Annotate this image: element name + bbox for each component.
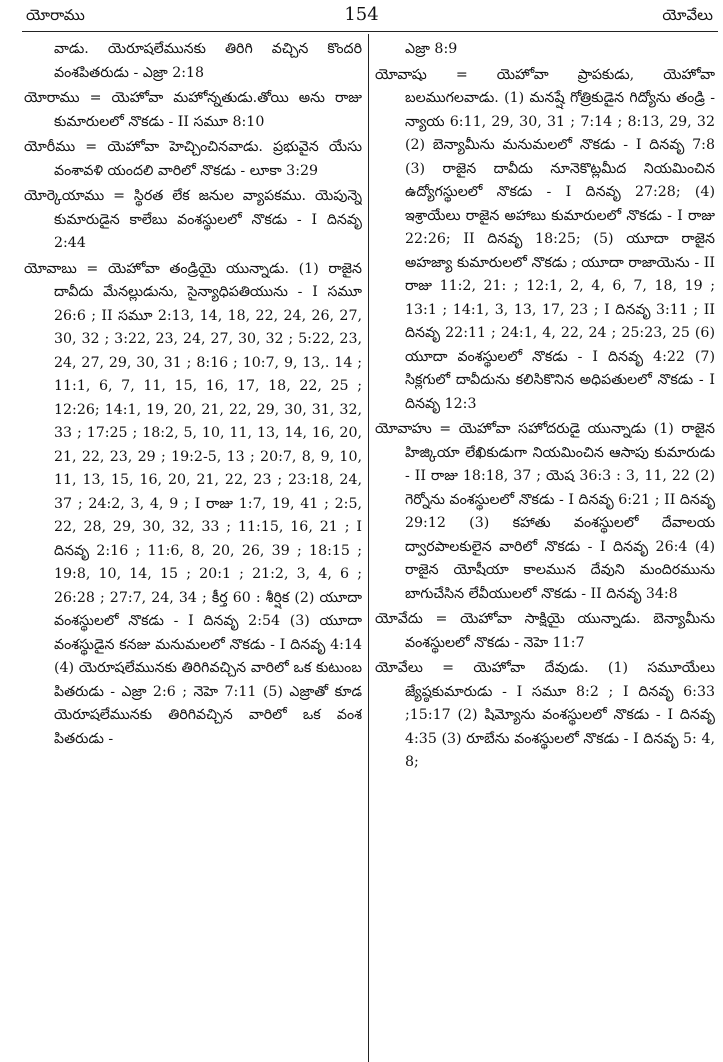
dictionary-entry: యోవేలు = యెహోవా దేవుడు. (1) సమూయేలు జ్యేష్ఠకుమారుడు - I సమూ 8:2 ; I దినవృ 6:33 ;15:17 (2) షిమ్యోను వంశస్థులలో నొకడు - I దినవృ 4:35 (3) రూబేను వంశస్థులలో నొకడు - I దినవృ 5: 4, 8;: [375, 660, 715, 770]
dictionary-entry: యోవాబు = యెహోవా తండ్రియై యున్నాడు. (1) రాజైన దావీదు మేనల్లుడును, సైన్యాధిపతియును - I సమూ 26:6 ; II సమూ 2:13, 14, 18, 22, 24, 26, 27, 30, 32 ; 3:22, 23, 24, 27, 30, 32 ; 5:22, 23, 24, 27, 29, 30, 31 ; 8:16 ; 10:7, 9, 13,. 14 ; 11:1, 6, 7, 11, 15, 16, 17, 18, 22, 25 ; 12:26; 14:1, 19, 20, 21, 22, 29, 30, 31, 32, 33 ; 17:25 ; 18:2, 5, 10, 11, 13, 14, 16, 20, 21, 22, 23, 29 ; 19:2-5, 13 ; 20:7, 8, 9, 10, 11, 13, 15, 16, 20, 21, 22, 23 ; 23:18, 24, 37 ; 24:2, 3, 4, 9 ; I రాజు 1:7, 19, 41 ; 2:5, 22, 28, 29, 30, 32, 33 ; 11:15, 16, 21 ; I దినవృ 2:16 ; 11:6, 8, 20, 26, 39 ; 18:15 ; 19:8, 10, 14, 15 ; 20:1 ; 21:2, 3, 4, 6 ; 26:28 ; 27:7, 24, 34 ; కీర్త 60 : శీర్షిక (2) యూదా వంశస్థులలో నొకడు - I దినవృ 2:54 (3) యూదా వంశస్థుడైన కనజు మనుమలలో నొకడు - I దినవృ 4:14 (4) యెరూషలేమునకు తిరిగివచ్చిన వారిలో ఒక కుటుంబ పితరుడు - ఎజ్రా 2:6 ; నెహె 7:11 (5) ఎజ్రాతో కూడ యెరూషలేమునకు తిరిగివచ్చిన వారిలో ఒక వంశ పితరుడు -: [24, 260, 362, 747]
page-number: 154: [344, 4, 379, 25]
dictionary-entry: యోవాహు = యెహోవా సహోదరుడై యున్నాడు (1) రాజైన హిజ్కియా లేఖికుడుగా నియమించిన ఆసాపు కుమారుడు - II రాజు 18:18, 37 ; యెష 36:3 : 3, 11, 22 (2) గెర్నోను వంశస్థులలో నొకడు - I దినవృ 6:21 ; II దినవృ 29:12 (3) కహాతు వంశస్థులలో దేవాలయ ద్వారపాలకులైన వారిలో నొకడు - I దినవృ 26:4 (4) రాజైన యోషీయా కాలమున దేవుని మందిరమును బాగుచేసిన లేవీయులలో నొకడు - II దినవృ 34:8: [375, 421, 715, 602]
running-head-right: యోవేలు: [662, 6, 713, 24]
page-header: [0, 0, 723, 30]
left-column: [24, 38, 362, 1058]
dictionary-entry: యోర్కెయాము = స్థిరత లేక జనుల వ్యాపకము. యెపున్నె కుమారుడైన కాలేబు వంశస్థులలో నొకడు - I దినవృ 2:44: [24, 188, 362, 251]
dictionary-entry: ఎజ్రా 8:9: [405, 41, 458, 57]
column-divider: [368, 34, 369, 1062]
dictionary-entry: యోరాము = యెహోవా మహోన్నతుడు.తోయి అను రాజు కుమారులలో నొకడు - II సమూ 8:10: [24, 90, 362, 130]
dictionary-entry: యోవేదు = యెహోవా సాక్షియై యున్నాడు. బెన్యామీను వంశస్థులలో నొకడు - నెహె 11:7: [375, 611, 715, 651]
header-rule: [22, 31, 718, 32]
dictionary-entry: వాడు. యెరూషలేమునకు తిరిగి వచ్చిన కొందరి వంశపితరుడు - ఎజ్రా 2:18: [54, 41, 362, 81]
dictionary-entry: యోరీము = యెహోవా హెచ్చించినవాడు. ప్రభువైన యేసు వంశావళి యందలి వారిలో నొకడు - లూకా 3:29: [24, 139, 362, 179]
right-column: [375, 38, 715, 1058]
dictionary-entry: యోవాషు = యెహోవా ప్రాపకుడు, యెహోవా బలముగలవాడు. (1) మనష్షే గోత్రికుడైన గిద్యోను తండ్రి - న్యాయ 6:11, 29, 30, 31 ; 7:14 ; 8:13, 29, 32 (2) బెన్యామీను మనుమలలో నొకడు - I దినవృ 7:8 (3) రాజైన దావీదు నూనెకొట్లమీద నియమించిన ఉద్యోగస్థులలో నొకడు - I దినవృ 27:28; (4) ఇశ్రాయేలు రాజైన అహాబు కుమారులలో నొకడు - I రాజు 22:26; II దినవృ 18:25; (5) యూదా రాజైన అహజ్యా కుమారులలో నొకడు ; యూదా రాజాయెను - II రాజు 11:2, 21: ; 12:1, 2, 4, 6, 7, 18, 19 ; 13:1 ; 14:1, 3, 13, 17, 23 ; I దినవృ 3:11 ; II దినవృ 22:11 ; 24:1, 4, 22, 24 ; 25:23, 25 (6) యూదా వంశస్థులలో నొకడు - I దినవృ 4:22 (7) సిక్లగులో దావీదును కలిసికొనిన అధిపతులలో నొకడు - I దినవృ 12:3: [375, 66, 715, 412]
running-head-left: యోరాము: [26, 6, 85, 24]
